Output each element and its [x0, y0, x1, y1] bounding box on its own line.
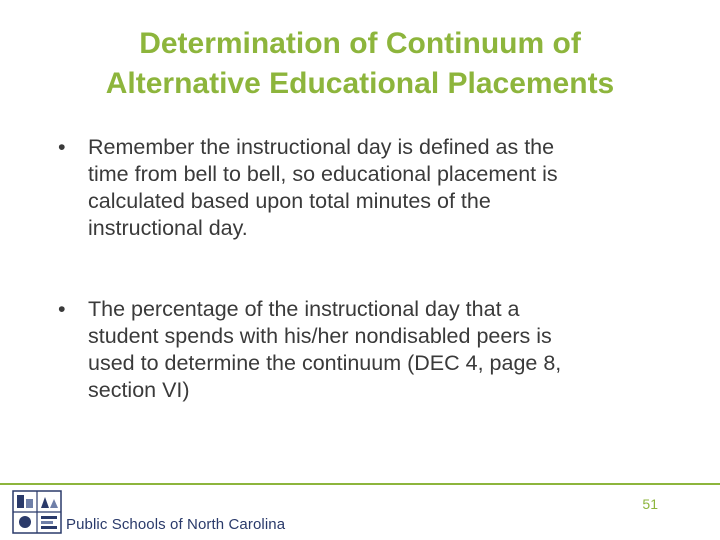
bullet-text-line: instructional day. — [88, 216, 248, 240]
bullet-text-line: Remember the instructional day is defined as the — [88, 135, 555, 159]
title-line-1: Determination of Continuum of — [139, 27, 581, 60]
bullet-text-line: The percentage of the instructional day that a — [88, 297, 520, 321]
organization-name: Public Schools of North Carolina — [66, 516, 286, 533]
bullet-text-line: calculated based upon total minutes of the — [88, 189, 491, 213]
bullet-text-line: section VI) — [88, 378, 190, 402]
bullet-text-line: used to determine the continuum (DEC 4, page 8, — [88, 351, 562, 375]
title-line-2: Alternative Educational Placements — [105, 67, 615, 100]
page-number: 51 — [642, 496, 658, 512]
bullet-text-line: time from bell to bell, so educational placement is — [88, 162, 558, 186]
slide-title — [40, 24, 680, 104]
state-seal-icon — [12, 490, 62, 534]
footer-divider — [0, 483, 720, 485]
bullet-list — [58, 134, 678, 404]
bullet-icon: • — [58, 297, 66, 321]
bullet-item — [58, 134, 678, 242]
bullet-item — [58, 296, 678, 404]
bullet-text-line: student spends with his/her nondisabled peers is — [88, 324, 552, 348]
bullet-icon: • — [58, 135, 66, 159]
